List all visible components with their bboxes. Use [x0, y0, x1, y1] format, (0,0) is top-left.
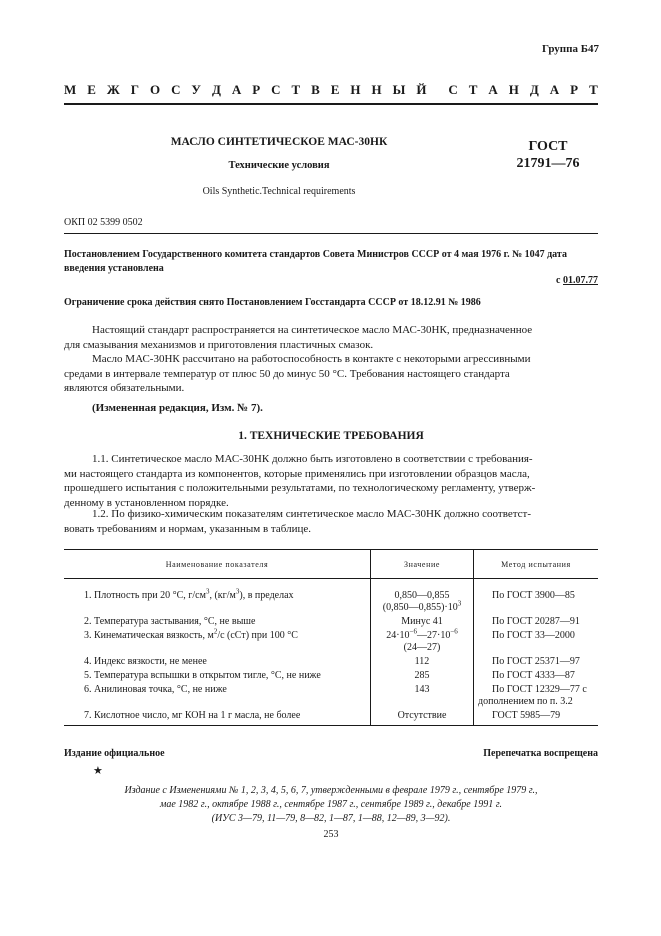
intro-line: Масло МАС-30НК рассчитано на работоспособность в контакте с некоторыми агрессивными	[92, 353, 531, 365]
table-row	[64, 669, 598, 683]
intro-line: Настоящий стандарт распространяется на синтетическое масло МАС-30НК, предназначенное	[92, 324, 533, 336]
table-cell: Минус 41	[371, 615, 474, 629]
effective-date-prefix: с	[556, 275, 563, 286]
note-line: Издание с Изменениями № 1, 2, 3, 4, 5, 6, 7, утвержденными в феврале 1979 г., сентябре 1979 г.,	[124, 785, 538, 796]
intro-line: для смазывания механизмов и приготовления пластичных смазок.	[64, 338, 374, 351]
heading-letter: А	[231, 82, 242, 97]
table-cell: 2. Температура застывания, °С, не выше	[84, 616, 256, 627]
amendments-note	[64, 784, 598, 826]
heading-letter: С	[448, 82, 458, 97]
official-edition-label: Издание официальное	[64, 748, 165, 759]
table-cell: 7. Кислотное число, мг КОН на 1 г масла, не более	[64, 709, 371, 726]
table-cell: 0,850—0,855 $(0,850—0,855)\cdot 10^3$	[371, 589, 474, 615]
okp-code: ОКП 02 5399 0502	[64, 217, 143, 228]
heading-letter: Д	[211, 82, 221, 97]
clause-line: денному в установленном порядке.	[64, 496, 229, 509]
heading-letter: Ж	[106, 82, 120, 97]
heading-letter: А	[549, 82, 560, 97]
table-header-row	[64, 550, 598, 579]
table-cell: 143	[371, 683, 474, 709]
intro-paragraphs	[64, 323, 598, 396]
heading-letter: С	[271, 82, 281, 97]
section-heading: 1. ТЕХНИЧЕСКИЕ ТРЕБОВАНИЯ	[238, 430, 424, 442]
column-header: Значение	[371, 550, 474, 579]
table-cell: 112	[371, 655, 474, 669]
top-rule	[64, 103, 598, 105]
reprint-prohibited-label: Перепечатка воспрещена	[483, 748, 598, 759]
heading-letter: Е	[330, 82, 340, 97]
note-line: мае 1982 г., октябре 1988 г., сентябре 1987 г., сентябре 1989 г., декабре 1991 г.	[159, 799, 503, 810]
english-title: Oils Synthetic.Technical requirements	[202, 186, 356, 197]
heading-letter: Г	[130, 82, 139, 97]
table-cell: 4. Индекс вязкости, не менее	[84, 656, 207, 667]
heading-letter: А	[488, 82, 498, 97]
table-cell: По ГОСТ 12329—77 с дополнением по п. 3.2	[478, 684, 587, 707]
table-row	[64, 615, 598, 629]
table-cell: $24\cdot 10^{-6}—27\cdot 10^{-6}$ (24—27)	[371, 629, 474, 655]
star-icon: ★	[93, 765, 103, 777]
column-header: Метод испытания	[474, 550, 599, 579]
title-block	[64, 136, 494, 197]
table-cell: По ГОСТ 4333—87	[492, 670, 575, 681]
heading-letter: У	[191, 82, 201, 97]
table-row	[64, 709, 598, 726]
table-cell: По ГОСТ 20287—91	[492, 616, 580, 627]
heading-letter: Р	[570, 82, 579, 97]
clause-1-1	[64, 452, 598, 510]
table-cell: Отсутствие	[371, 709, 474, 726]
specification-table	[64, 549, 598, 726]
heading-letter: Д	[529, 82, 539, 97]
table-cell: По ГОСТ 25371—97	[492, 656, 580, 667]
heading-letter: Р	[252, 82, 261, 97]
gost-label: ГОСТ	[528, 139, 568, 154]
table-row	[64, 629, 598, 655]
heading-letter: Ы	[392, 82, 406, 97]
intro-line: являются обязательными.	[64, 382, 185, 394]
table-cell: 1. Плотность при 20 °С, $г/см^3$, $(кг/м^3)$, в пределах	[84, 587, 294, 601]
interstate-standard-heading	[64, 82, 598, 98]
table-cell: По ГОСТ 3900—85	[492, 590, 575, 601]
heading-letter: Н	[350, 82, 361, 97]
document-title: МАСЛО СИНТЕТИЧЕСКОЕ МАС-30НК	[170, 136, 388, 148]
clause-line: ми настоящего стандарта из компонентов, которые применялись при изготовлении образцов масла,	[64, 467, 530, 480]
table-cell: 3. Кинематическая вязкость, $м^2/с$ (сСт) при 100 °С	[84, 627, 298, 641]
heading-letter: Й	[416, 82, 427, 97]
heading-letter: Н	[508, 82, 519, 97]
column-header: Наименование показателя	[64, 550, 371, 579]
heading-letter: Т	[291, 82, 301, 97]
divider	[64, 233, 598, 234]
clause-1-2	[64, 507, 598, 536]
table-cell: По ГОСТ 33—2000	[492, 630, 575, 641]
gost-code: 21791—76	[516, 156, 580, 171]
clause-line: вовать требованиям и нормам, указанным в таблице.	[64, 522, 311, 535]
heading-letter: Т	[589, 82, 598, 97]
heading-letter: Т	[468, 82, 478, 97]
clause-line: прошедшего испытания с положительными результатами, по технологическому регламенту, утверж-	[64, 482, 536, 494]
note-line: (ИУС 3—79, 11—79, 8—82, 1—87, 1—88, 12—89, 3—92).	[211, 813, 451, 824]
decree-text: Постановлением Государственного комитета стандартов Совета Министров СССР от 4 мая 1976 г. № 1047 дата введения установлена	[64, 249, 567, 274]
intro-line: средами в интервале температур от плюс 50 до минус 50 °С. Требования настоящего стандарта	[64, 367, 510, 380]
edition-note: (Измененная редакция, Изм. № 7).	[92, 402, 263, 414]
heading-letter: Н	[371, 82, 382, 97]
table-cell: 5. Температура вспышки в открытом тигле, °С, не ниже	[84, 670, 321, 681]
document-subtitle: Технические условия	[228, 160, 330, 171]
table-cell: ГОСТ 5985—79	[474, 709, 599, 726]
heading-letter: Е	[87, 82, 96, 97]
table-row	[64, 655, 598, 669]
limitation-text: Ограничение срока действия снято Постановлением Госстандарта СССР от 18.12.91 № 1986	[64, 297, 481, 308]
table-row	[64, 589, 598, 615]
heading-letter: М	[64, 82, 77, 97]
table-row	[64, 683, 598, 709]
clause-line: 1.2. По физико-химическим показателям синтетическое масло МАС-30НК должно соответст-	[92, 508, 532, 520]
table-cell: 285	[371, 669, 474, 683]
table-cell: 6. Анилиновая точка, °С, не ниже	[84, 684, 227, 695]
page-number: 253	[323, 829, 339, 840]
effective-date-value: 01.07.77	[563, 275, 598, 286]
heading-letter: О	[149, 82, 161, 97]
effective-date	[556, 275, 598, 286]
group-code: Группа Б47	[542, 43, 599, 55]
heading-letter: С	[171, 82, 181, 97]
gost-number	[498, 138, 598, 172]
heading-letter: В	[311, 82, 320, 97]
clause-line: 1.1. Синтетическое масло МАС-30НК должно быть изготовлено в соответствии с требования-	[92, 453, 533, 465]
